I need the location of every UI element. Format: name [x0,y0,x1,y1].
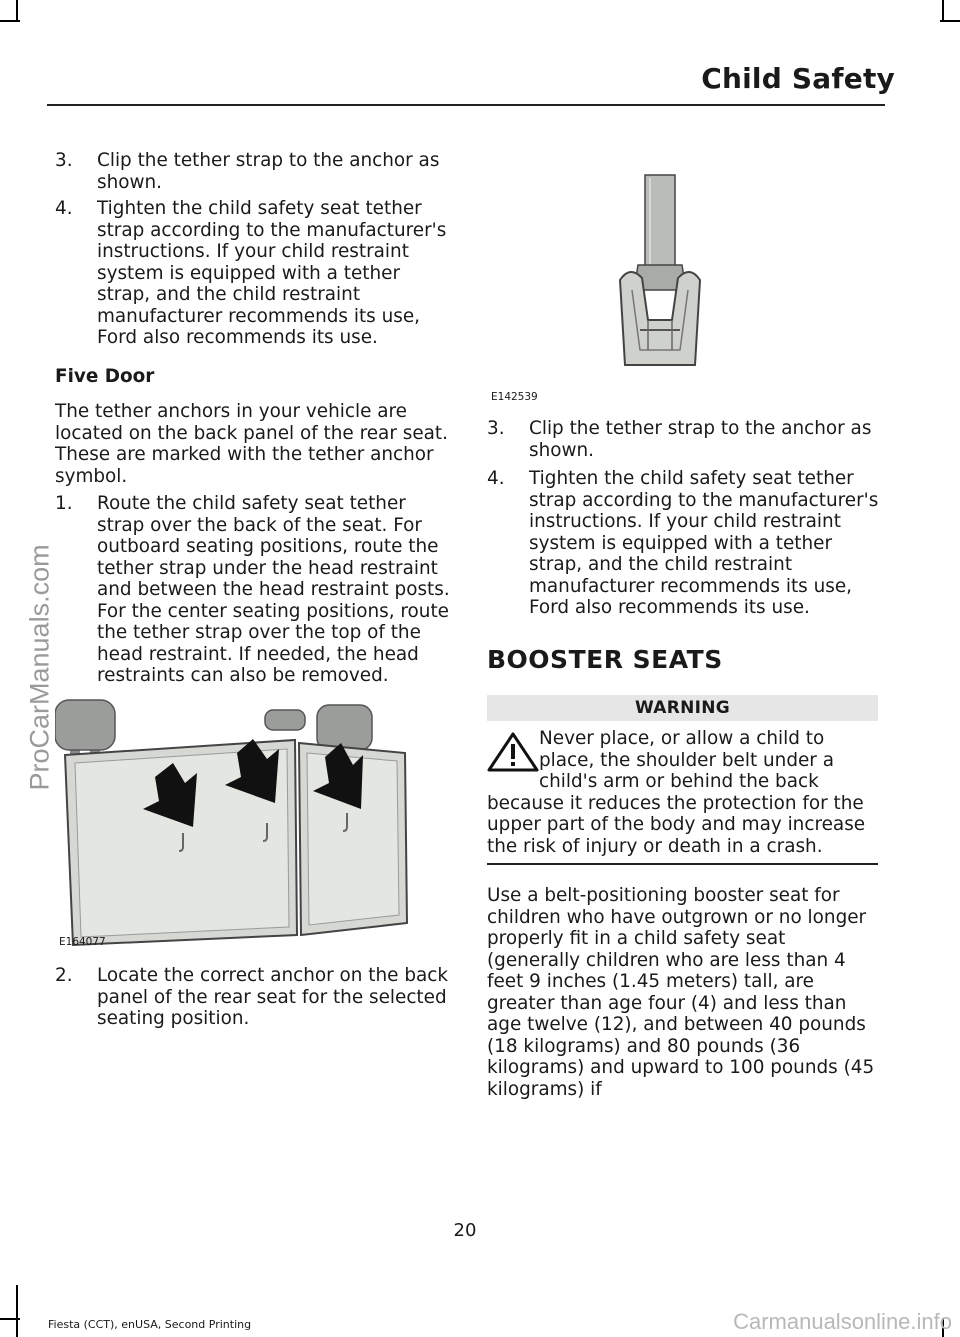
step-number: 4. [55,198,73,219]
subheading-five-door: Five Door [55,366,155,387]
figure-label-e142539: E142539 [491,391,538,403]
warning-label: WARNING [487,695,878,721]
step-3-right [487,418,880,462]
rear-seat-illustration [55,695,415,950]
step-number: 3. [487,418,505,439]
warning-body: Never place, or allow a child to place, the shoulder belt under a child's arm or behind the back because it reduces the protection for the upper part of the body and may increase the risk of injury or death in a crash. [487,728,866,857]
step-text: Tighten the child safety seat tether strap according to the manufacturer's instructions. If your child restraint system is equipped with a tether strap, and the child restraint manufacturer recommends its use, Ford also recommends its use. [529,468,879,618]
crop-mark [942,0,944,22]
step-number: 3. [55,150,73,171]
crop-mark [0,1318,20,1320]
header-divider [47,104,885,106]
step-1 [55,493,450,688]
footer-site-watermark: Carmanualsonline.info [733,1309,952,1334]
step-text: Clip the tether strap to the anchor as shown. [529,418,872,461]
step-4-left [55,198,450,348]
page-title: Child Safety [701,62,895,95]
crop-mark [16,0,18,22]
warning-text [487,728,880,857]
step-2 [55,965,450,1035]
step-number: 2. [55,965,73,986]
crop-mark [940,20,960,22]
head-restraint-center [265,710,305,730]
crop-mark [0,20,20,22]
crop-mark [16,1285,18,1337]
booster-body-paragraph: Use a belt-positioning booster seat for children who have outgrown or no longer properly fit in a child safety seat (generally children who are less than 4 feet 9 inches (1.45 meters) tall, are greater than age four (4) and less than age twelve (12), and between 40 pounds (18 kilograms) and 80 pounds (36 kilograms) and upward to 100 pounds (45 kilograms) if [487,885,875,1100]
section-heading-booster-seats: BOOSTER SEATS [487,645,723,674]
step-3-left [55,150,450,194]
step-4-right [487,468,880,618]
step-text: Route the child safety seat tether strap over the back of the seat. For outboard seating positions, route the tether strap under the head restraint and between the head restraint posts. For the center seating positions, route the tether strap over the top of the head restraint. If needed, the head restraints can also be removed. [97,493,450,686]
intro-paragraph: The tether anchors in your vehicle are located on the back panel of the rear seat. These are marked with the tether anchor symbol. [55,401,448,487]
page-number: 20 [453,1220,477,1241]
step-number: 4. [487,468,505,489]
step-number: 1. [55,493,73,514]
tether-anchor-illustration [610,170,710,375]
step-text: Clip the tether strap to the anchor as shown. [97,150,440,193]
figure-label-e164077: E164077 [59,936,106,948]
edition-info: Fiesta (CCT), enUSA, Second Printing [48,1318,252,1331]
step-text: Locate the correct anchor on the back panel of the rear seat for the selected seating position. [97,965,449,1029]
icon-spacer [487,728,539,792]
watermark: ProCarManuals.com [24,544,55,791]
step-text: Tighten the child safety seat tether strap according to the manufacturer's instructions. If your child restraint system is equipped with a tether strap, and the child restraint manufacturer recommends its use, Ford also recommends its use. [97,198,447,348]
warning-divider [487,863,878,865]
